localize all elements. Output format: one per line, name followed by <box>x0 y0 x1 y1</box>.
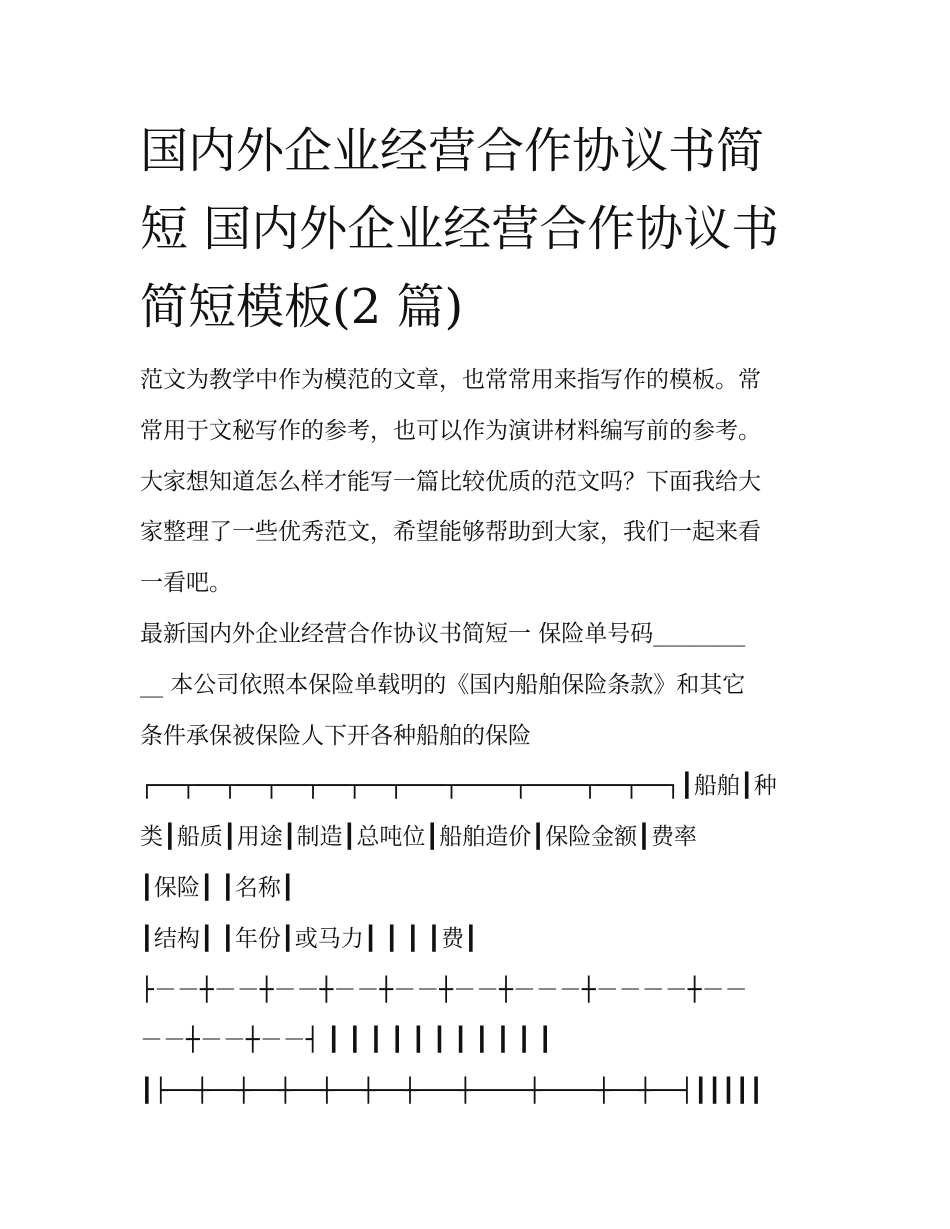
table-text-line: ├－－┼－－┼－－┼－－┼－－┼－－┼－－－┼－－－－┼－－ <box>140 976 748 1003</box>
body-line: 一看吧。 <box>140 570 232 597</box>
table-text-line: 类┃船质┃用途┃制造┃总吨位┃船舶造价┃保险金额┃费率 <box>140 824 697 851</box>
title-line-3: 简短模板(2 篇) <box>140 279 464 335</box>
title-line-2: 短 国内外企业经营合作协议书 <box>140 201 780 257</box>
body-line: 常用于文秘写作的参考，也可以作为演讲材料编写前的参考。 <box>140 417 761 444</box>
table-text-line: ┃结构┃ ┃年份┃或马力┃ ┃ ┃ ┃费┃ <box>140 925 478 952</box>
document-title <box>140 112 820 346</box>
body-line: __ 本公司依照本保险单载明的《国内船舶保险条款》和其它 <box>140 671 746 698</box>
title-line-1: 国内外企业经营合作协议书简 <box>140 123 765 179</box>
body-line: 范文为教学中作为模范的文章，也常常用来指写作的模板。常 <box>140 367 761 393</box>
body-line: 最新国内外企业经营合作协议书简短一 保险单号码________ <box>140 620 746 647</box>
body-line: 条件承保被保险人下开各种船舶的保险 <box>140 722 531 749</box>
table-text-line: ┃保险┃ ┃名称┃ <box>140 874 295 901</box>
table-text-line: ┃├──┼──┼──┼──┼──┼──┼───┼────┼────┼──┼──┤┃┃┃┃┃ <box>140 1078 764 1105</box>
table-text-line: －－┼－－┼－－┤ ┃ ┃ ┃ ┃ ┃ ┃ ┃ ┃ ┃ ┃ ┃ <box>140 1027 553 1054</box>
document-body <box>140 355 820 1117</box>
table-text-line: ┌──┬──┬──┬──┬──┬──┬───┬────┬────┬──┬──┐┃船舶┃种 <box>140 773 777 800</box>
body-line: 家整理了一些优秀范文，希望能够帮助到大家，我们一起来看 <box>140 519 761 546</box>
body-line: 大家想知道怎么样才能写一篇比较优质的范文吗？下面我给大 <box>140 468 761 495</box>
